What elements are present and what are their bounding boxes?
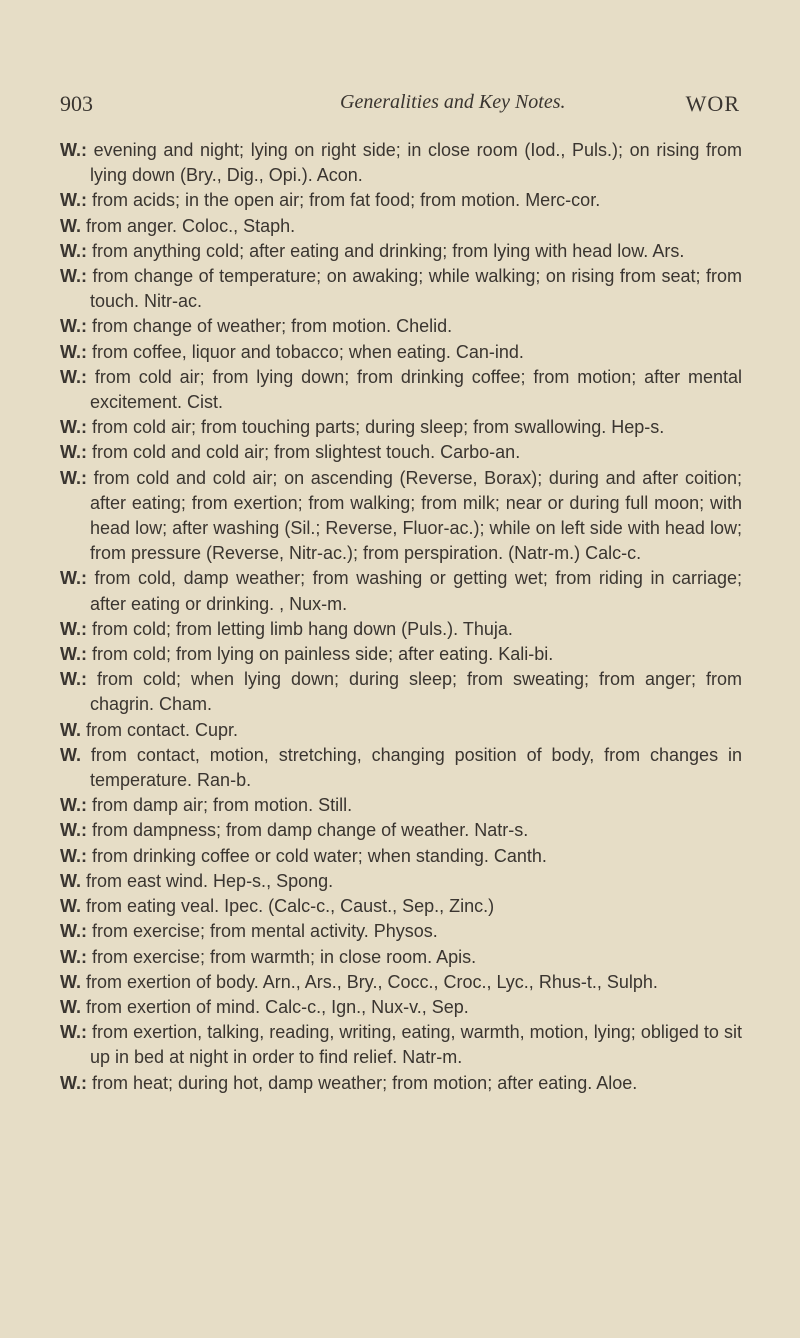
page-number: 903: [60, 91, 93, 116]
entry-text: from change of weather; from motion. Chelid.: [87, 316, 453, 337]
entry-text: from coffee, liquor and tobacco; when eating. Can-ind.: [87, 341, 524, 362]
entry: [60, 894, 742, 919]
entry-label: W.: [60, 719, 81, 740]
entry-list: [60, 138, 742, 1096]
entry-text: from contact. Cupr.: [81, 719, 239, 740]
entry-label: W.:: [60, 140, 87, 160]
entry: [60, 1020, 742, 1070]
entry-label: W.:: [60, 644, 87, 665]
entry-label: W.:: [60, 467, 87, 488]
entry-text: from damp air; from motion. Still.: [87, 795, 353, 816]
entry: [60, 138, 742, 188]
entry: [60, 793, 742, 818]
entry: [60, 239, 742, 264]
entry: [60, 188, 742, 213]
entry-label: W.:: [60, 266, 87, 287]
entry-text: from cold; when lying down; during sleep; from sweating; from anger; from chagrin. Cham.: [87, 669, 742, 715]
entry: [60, 667, 742, 717]
entry-label: W.:: [60, 417, 87, 438]
entry: [60, 466, 742, 567]
entry-text: from east wind. Hep-s., Spong.: [81, 870, 334, 891]
entry-label: W.: [60, 896, 81, 917]
entry: [60, 365, 742, 415]
entry-label: W.: [60, 971, 81, 992]
entry-label: W.:: [60, 190, 87, 211]
entry-label: W.:: [60, 820, 87, 841]
entry-label: W.:: [60, 442, 87, 463]
entry-text: from anything cold; after eating and drinking; from lying with head low. Ars.: [87, 240, 685, 261]
entry-text: from acids; in the open air; from fat food; from motion. Merc-cor.: [87, 190, 601, 211]
entry-text: from exertion of mind. Calc-c., Ign., Nux-v., Sep.: [81, 996, 469, 1017]
running-title: Generalities and Key Notes.: [340, 91, 566, 113]
entry-text: from dampness; from damp change of weather. Natr-s.: [87, 820, 529, 841]
entry-text: evening and night; lying on right side; in close room (Iod., Puls.); on rising from lying down (Bry., Dig., Opi.). Acon.: [87, 140, 742, 186]
entry-text: from cold; from lying on painless side; after eating. Kali-bi.: [87, 644, 554, 665]
entry: [60, 869, 742, 894]
entry-label: W.:: [60, 845, 87, 866]
entry-text: from cold and cold air; on ascending (Reverse, Borax); during and after coition; after eating; from exertion; from walking; from milk; near or during full moon; with head low; after washing (Sil.; Reverse, Fluor-ac.); while on left side with head low; from pressure (Reverse, Nitr-ac.); from perspiration. (Natr-m.) Calc-c.: [87, 467, 742, 564]
entry-text: from contact, motion, stretching, changing position of body, from changes in temperature. Ran-b.: [81, 744, 742, 791]
entry: [60, 617, 742, 642]
entry-label: W.:: [60, 341, 87, 362]
entry: [60, 919, 742, 944]
entry: [60, 264, 742, 314]
entry-label: W.: [60, 215, 81, 236]
entry-text: from exercise; from warmth; in close room. Apis.: [87, 946, 477, 967]
entry-label: W.: [60, 744, 81, 765]
page-header: [60, 91, 740, 115]
entry-label: W.:: [60, 240, 87, 261]
entry: [60, 743, 742, 793]
entry: [60, 844, 742, 869]
entry-text: from cold air; from touching parts; during sleep; from swallowing. Hep-s.: [87, 417, 665, 438]
entry-text: from exercise; from mental activity. Physos.: [87, 921, 438, 942]
entry-text: from exertion of body. Arn., Ars., Bry., Cocc., Croc., Lyc., Rhus-t., Sulph.: [81, 971, 658, 992]
entry-label: W.:: [60, 795, 87, 816]
entry-text: from exertion, talking, reading, writing, eating, warmth, motion, lying; obliged to sit up in bed at night in order to find relief. Natr-m.: [87, 1022, 742, 1068]
entry-label: W.:: [60, 1022, 87, 1043]
entry-text: from cold, damp weather; from washing or getting wet; from riding in carriage; after eating or drinking. , Nux-m.: [87, 568, 742, 614]
entry-text: from eating veal. Ipec. (Calc-c., Caust., Sep., Zinc.): [81, 896, 495, 917]
entry-label: W.:: [60, 316, 87, 337]
entry-label: W.: [60, 870, 81, 891]
entry-label: W.:: [60, 366, 87, 387]
entry: [60, 214, 742, 239]
entry-label: W.:: [60, 921, 87, 942]
entry-label: W.:: [60, 568, 87, 589]
entry: [60, 642, 742, 667]
entry: [60, 818, 742, 843]
entry: [60, 566, 742, 616]
entry-label: W.:: [60, 618, 87, 639]
entry: [60, 945, 742, 970]
entry-text: from change of temperature; on awaking; while walking; on rising from seat; from touch. Nitr-ac.: [87, 266, 742, 312]
entry-label: W.:: [60, 669, 87, 690]
entry-label: W.:: [60, 946, 87, 967]
key-word: WOR: [685, 91, 740, 116]
entry-label: W.:: [60, 1072, 87, 1093]
entry: [60, 415, 742, 440]
entry: [60, 995, 742, 1020]
entry: [60, 1071, 742, 1096]
entry-text: from heat; during hot, damp weather; from motion; after eating. Aloe.: [87, 1072, 638, 1093]
entry: [60, 718, 742, 743]
entry-label: W.: [60, 996, 81, 1017]
entry-text: from cold and cold air; from slightest touch. Carbo-an.: [87, 442, 521, 463]
entry-text: from anger. Coloc., Staph.: [81, 215, 296, 236]
entry: [60, 314, 742, 339]
entry-text: from drinking coffee or cold water; when standing. Canth.: [87, 845, 547, 866]
entry: [60, 440, 742, 465]
entry-text: from cold; from letting limb hang down (Puls.). Thuja.: [87, 618, 513, 639]
entry-text: from cold air; from lying down; from drinking coffee; from motion; after mental excitement. Cist.: [87, 366, 742, 413]
entry: [60, 970, 742, 995]
entry: [60, 340, 742, 365]
